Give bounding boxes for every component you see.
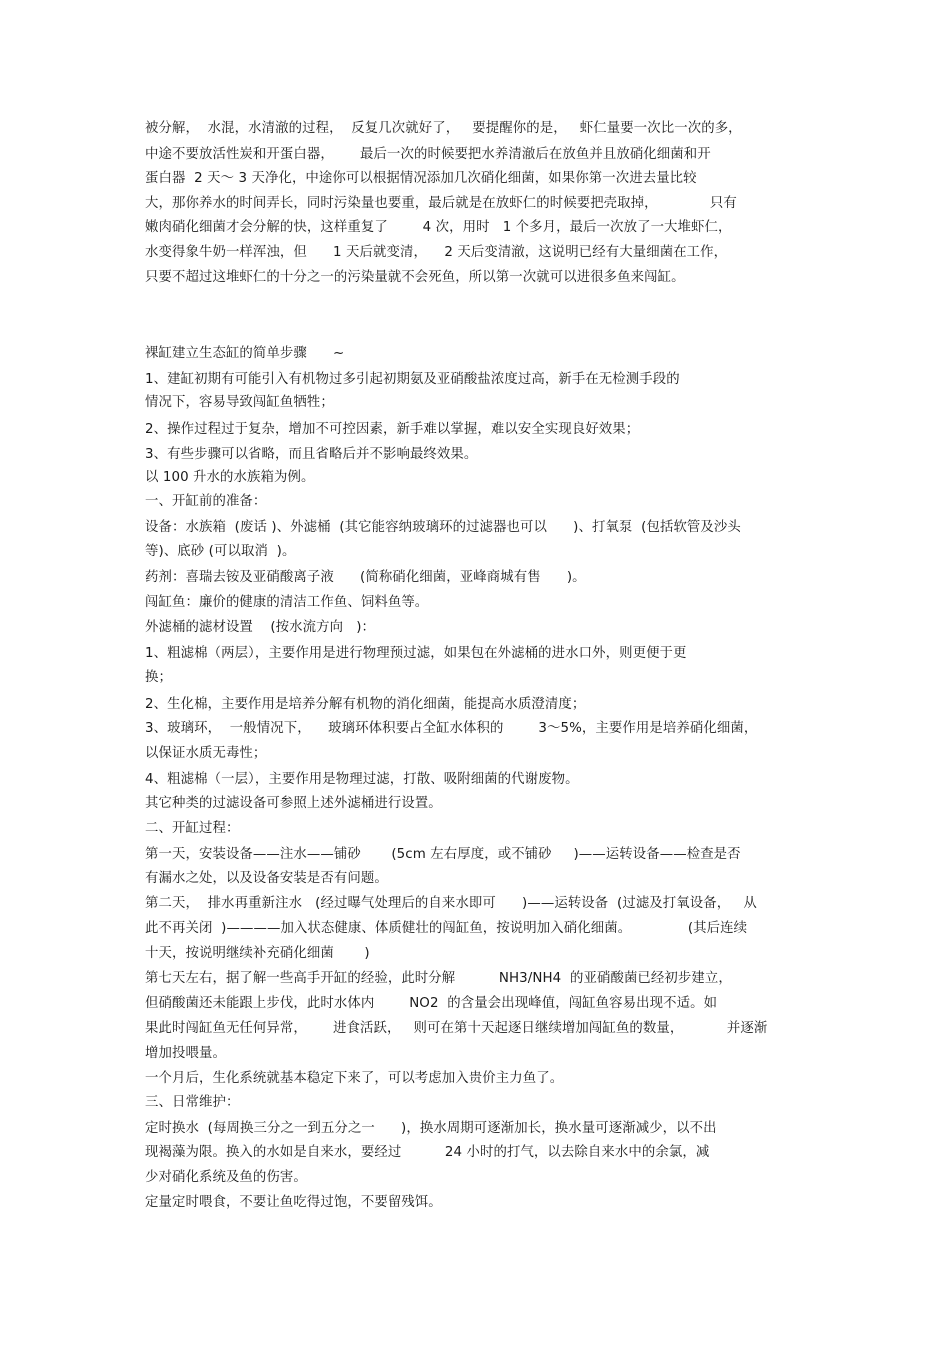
text-line: 嫩肉硝化细菌才会分解的快，这样重复了 4 次，用时 1 个多月，最后一次放了一大堆虾仁， — [145, 220, 732, 235]
text-line: 以 100 升水的水族箱为例。 — [145, 470, 315, 485]
text-line: 三、日常维护： — [145, 1095, 240, 1110]
text-line: 闯缸鱼：廉价的健康的清洁工作鱼、饲料鱼等。 — [145, 595, 429, 610]
text-line: 药剂：喜瑞去铵及亚硝酸离子液 (简称硝化细菌，亚峰商城有售 )。 — [145, 570, 586, 585]
text-line: 外滤桶的滤材设置 (按水流方向 )： — [145, 620, 376, 635]
text-line: 中途不要放活性炭和开蛋白器， 最后一次的时候要把水养清澈后在放鱼并且放硝化细菌和开 — [145, 147, 711, 162]
text-line: 第二天， 排水再重新注水 (经过曝气处理后的自来水即可 )——运转设备 (过滤及打氧设备， 从 — [145, 896, 757, 911]
text-line: 设备：水族箱 (废话 )、外滤桶 (其它能容纳玻璃环的过滤器也可以 )、打氧泵 (包括软管及沙头 — [145, 520, 741, 535]
text-line: 水变得象牛奶一样浑浊，但 1 天后就变清， 2 天后变清澈，这说明已经有大量细菌在工作， — [145, 245, 728, 260]
section-title: 裸缸建立生态缸的简单步骤 ~ — [145, 346, 345, 361]
text-line: 增加投喂量。 — [145, 1046, 226, 1061]
text-line: 现褐藻为限。换入的水如是自来水，要经过 24 小时的打气，以去除自来水中的余氯，减 — [145, 1145, 710, 1160]
text-line: 定时换水 (每周换三分之一到五分之一 )，换水周期可逐渐加长，换水量可逐渐减少，以不出 — [145, 1121, 717, 1136]
text-line: 一、开缸前的准备： — [145, 494, 267, 509]
text-line: 以保证水质无毒性； — [145, 746, 267, 761]
text-line: 此不再关闭 )————加入状态健康、体质健壮的闯缸鱼，按说明加入硝化细菌。 (其后连续 — [145, 921, 748, 936]
text-line: 3、有些步骤可以省略，而且省略后并不影响最终效果。 — [145, 447, 478, 462]
text-line: 二、开缸过程： — [145, 821, 240, 836]
text-line: 4、粗滤棉（一层），主要作用是物理过滤，打散、吸附细菌的代谢废物。 — [145, 772, 579, 787]
text-line: 但硝酸菌还未能跟上步伐，此时水体内 NO2 的含量会出现峰值，闯缸鱼容易出现不适。如 — [145, 996, 718, 1011]
text-line: 只要不超过这堆虾仁的十分之一的污染量就不会死鱼，所以第一次就可以进很多鱼来闯缸。 — [145, 270, 685, 285]
text-line: 被分解， 水混，水清澈的过程， 反复几次就好了， 要提醒你的是， 虾仁量要一次比一次的多， — [145, 121, 742, 136]
text-line: 第七天左右，据了解一些高手开缸的经验，此时分解 NH3/NH4 的亚硝酸菌已经初步建立， — [145, 971, 732, 986]
text-line: 果此时闯缸鱼无任何异常， 进食活跃， 则可在第十天起逐日继续增加闯缸鱼的数量， 并逐渐 — [145, 1021, 768, 1036]
text-line: 十天，按说明继续补充硝化细菌 ) — [145, 946, 370, 961]
text-line: 少对硝化系统及鱼的伤害。 — [145, 1170, 307, 1185]
text-line: 1、粗滤棉（两层），主要作用是进行物理预过滤，如果包在外滤桶的进水口外，则更便于更 — [145, 646, 687, 661]
text-line: 3、玻璃环， 一般情况下， 玻璃环体积要占全缸水体积的 3～5%，主要作用是培养硝化细菌， — [145, 721, 758, 736]
text-line: 一个月后，生化系统就基本稳定下来了，可以考虑加入贵价主力鱼了。 — [145, 1071, 564, 1086]
text-line: 第一天，安装设备——注水——铺砂 (5cm 左右厚度，或不铺砂 )——运转设备——检查是否 — [145, 847, 741, 862]
text-line: 情况下，容易导致闯缸鱼牺牲； — [145, 395, 334, 410]
text-line: 大，那你养水的时间弄长，同时污染量也要重，最后就是在放虾仁的时候要把壳取掉， 只有 — [145, 196, 737, 211]
text-line: 定量定时喂食，不要让鱼吃得过饱，不要留残饵。 — [145, 1195, 442, 1210]
text-line: 1、建缸初期有可能引入有机物过多引起初期氨及亚硝酸盐浓度过高，新手在无检测手段的 — [145, 372, 680, 387]
text-line: 有漏水之处，以及设备安装是否有问题。 — [145, 871, 388, 886]
text-line: 等)、底砂 (可以取消 )。 — [145, 544, 296, 559]
text-line: 其它种类的过滤设备可参照上述外滤桶进行设置。 — [145, 796, 442, 811]
text-line: 蛋白器 2 天～ 3 天净化，中途你可以根据情况添加几次硝化细菌，如果你第一次进去量比较 — [145, 171, 697, 186]
text-line: 2、生化棉，主要作用是培养分解有机物的消化细菌，能提高水质澄清度； — [145, 697, 586, 712]
text-line: 2、操作过程过于复杂，增加不可控因素，新手难以掌握，难以安全实现良好效果； — [145, 422, 640, 437]
text-line: 换； — [145, 670, 172, 685]
